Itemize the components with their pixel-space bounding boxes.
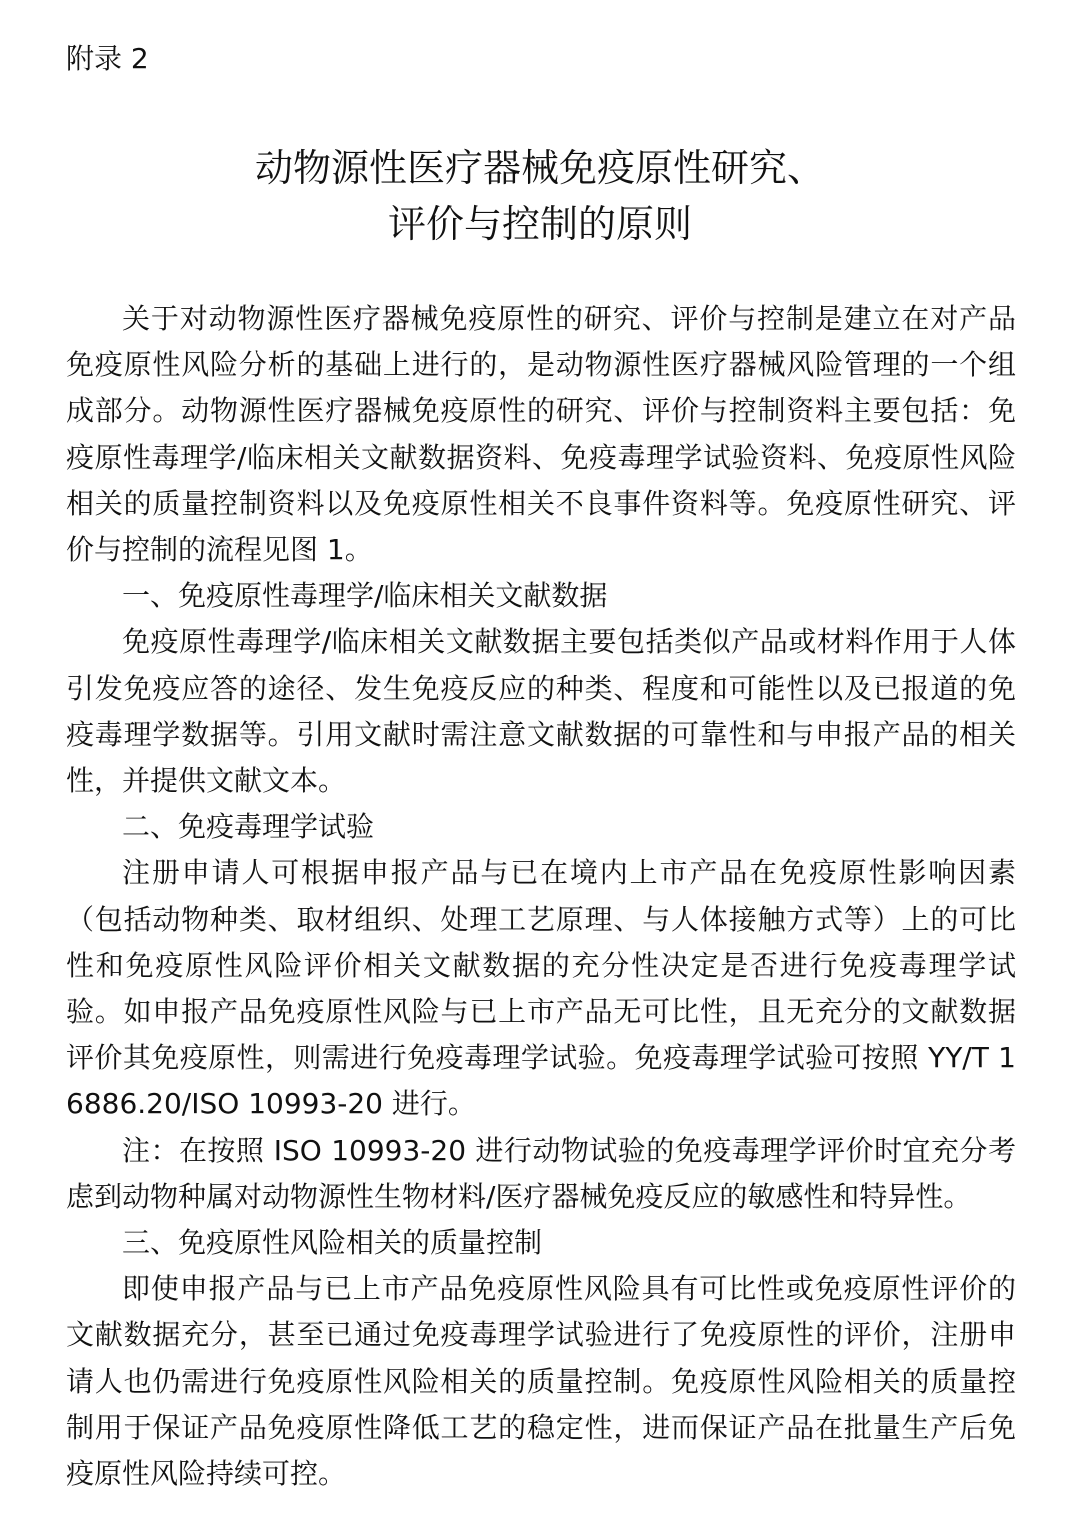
section-2-note: 注：在按照 ISO 10993-20 进行动物试验的免疫毒理学评价时宜充分考虑到动物种属对动物源性生物材料/医疗器械免疫反应的敏感性和特异性。 [66, 1133, 1016, 1213]
intro-paragraph: 关于对动物源性医疗器械免疫原性的研究、评价与控制是建立在对产品免疫原性风险分析的基础上进行的，是动物源性医疗器械风险管理的一个组成部分。动物源性医疗器械免疫原性的研究、评价与控制资料主要包括：免疫原性毒理学/临床相关文献数据资料、免疫毒理学试验资料、免疫原性风险相关的质量控制资料以及免疫原性相关不良事件资料等。免疫原性研究、评价与控制的流程见图 1。 [66, 302, 1016, 567]
title-line-2: 评价与控制的原则 [387, 202, 692, 246]
title-line-1: 动物源性医疗器械免疫原性研究、 [254, 146, 825, 190]
section-1-paragraph: 免疫原性毒理学/临床相关文献数据主要包括类似产品或材料作用于人体引发免疫应答的途径、发生免疫反应的种类、程度和可能性以及已报道的免疫毒理学数据等。引用文献时需注意文献数据的可靠性和与申报产品的相关性，并提供文献文本。 [66, 625, 1016, 798]
document-body [66, 296, 1016, 1497]
section-heading-2: 二、免疫毒理学试验 [122, 810, 375, 844]
section-3-paragraph: 即使申报产品与已上市产品免疫原性风险具有可比性或免疫原性评价的文献数据充分，甚至已通过免疫毒理学试验进行了免疫原性的评价，注册申请人也仍需进行免疫原性风险相关的质量控制。免疫原性风险相关的质量控制用于保证产品免疫原性降低工艺的稳定性，进而保证产品在批量生产后免疫原性风险持续可控。 [66, 1272, 1016, 1491]
section-2-paragraph: 注册申请人可根据申报产品与已在境内上市产品在免疫原性影响因素（包括动物种类、取材组织、处理工艺原理、与人体接触方式等）上的可比性和免疫原性风险评价相关文献数据的充分性决定是否进行免疫毒理学试验。如申报产品免疫原性风险与已上市产品无可比性，且无充分的文献数据评价其免疫原性，则需进行免疫毒理学试验。免疫毒理学试验可按照 YY/T 16886.20/ISO 10993-20 进行。 [66, 856, 1016, 1121]
document-title [0, 140, 1080, 252]
section-heading-3: 三、免疫原性风险相关的质量控制 [122, 1226, 543, 1260]
appendix-label: 附录 2 [66, 42, 149, 75]
section-heading-1: 一、免疫原性毒理学/临床相关文献数据 [122, 579, 608, 613]
